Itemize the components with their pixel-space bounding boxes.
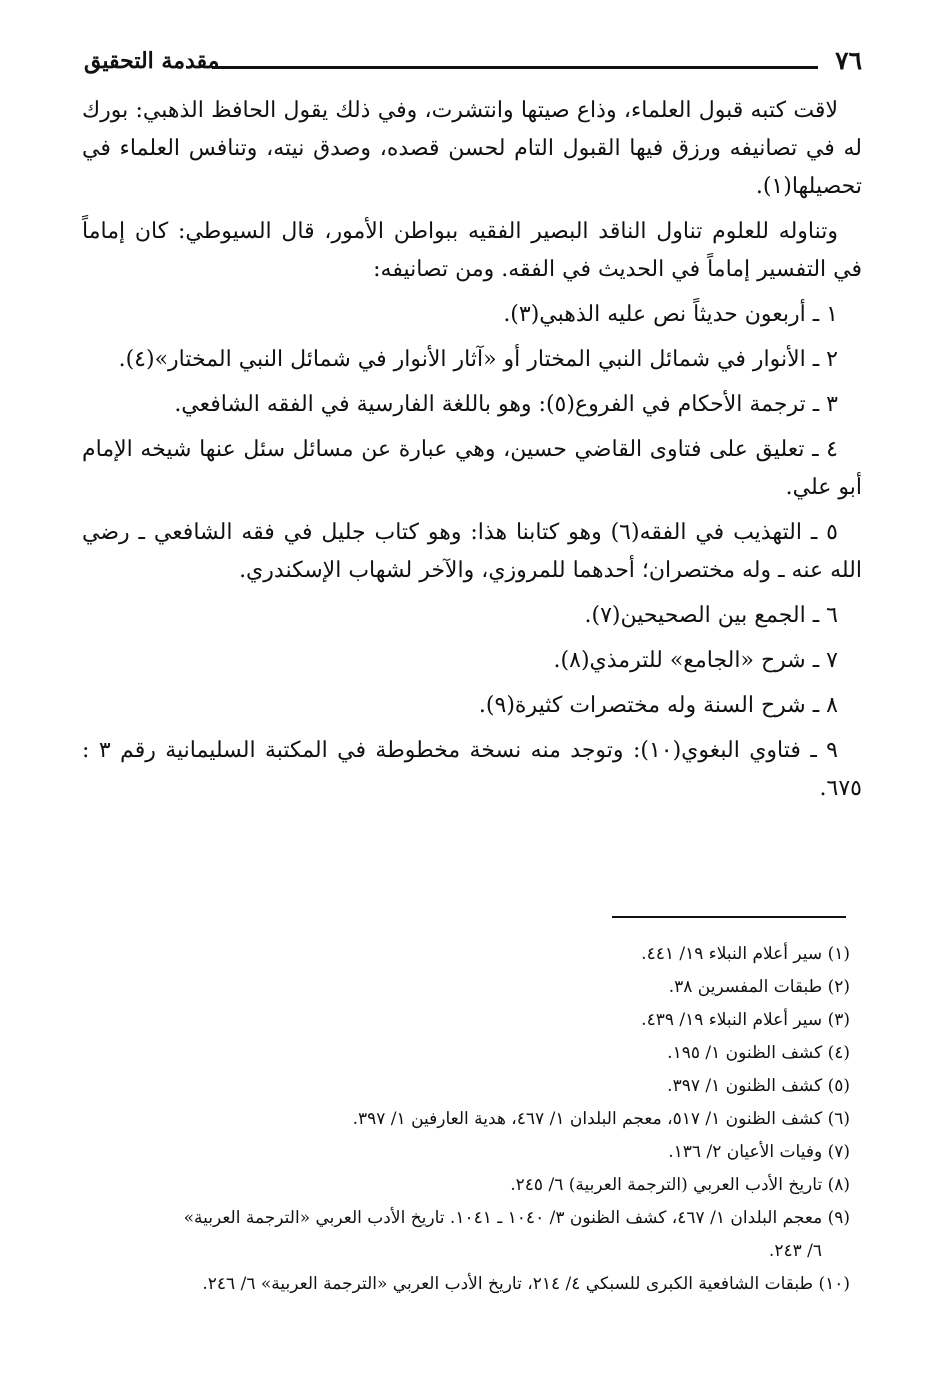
- header-rule: [212, 66, 818, 69]
- running-title: مقدمة التحقيق: [84, 48, 220, 74]
- list-item: ٩ ـ فتاوي البغوي(١٠): وتوجد منه نسخة مخطوطة في المكتبة السليمانية رقم ٣ : ٦٧٥.: [82, 738, 862, 801]
- footnote: (٦) كشف الظنون ١/ ٥١٧، معجم البلدان ١/ ٤٦٧، هدية العارفين ١/ ٣٩٧.: [352, 1109, 850, 1129]
- footnote: (٣) سير أعلام النبلاء ١٩/ ٤٣٩.: [641, 1010, 850, 1030]
- page-number: ٧٦: [835, 46, 862, 75]
- footnote: (٩) معجم البلدان ١/ ٤٦٧، كشف الظنون ٣/ ١٠٤٠ ـ ١٠٤١. تاريخ الأدب العربي «الترجمة العربية»: [183, 1208, 850, 1228]
- list-item: ٨ ـ شرح السنة وله مختصرات كثيرة(٩).: [478, 693, 838, 718]
- footnote: (١) سير أعلام النبلاء ١٩/ ٤٤١.: [641, 944, 850, 964]
- footnote-continuation: ٦/ ٢٤٣.: [768, 1241, 822, 1261]
- footnote: (٨) تاريخ الأدب العربي (الترجمة العربية) ٦/ ٢٤٥.: [510, 1175, 850, 1195]
- footnote: (١٠) طبقات الشافعية الكبرى للسبكي ٤/ ٢١٤، تاريخ الأدب العربي «الترجمة العربية» ٦/ ٢٤٦.: [202, 1274, 850, 1294]
- list-item: ٧ ـ شرح «الجامع» للترمذي(٨).: [553, 648, 838, 673]
- body-text: [82, 92, 862, 815]
- list-item: ٣ ـ ترجمة الأحكام في الفروع(٥): وهو باللغة الفارسية في الفقه الشافعي.: [174, 392, 838, 417]
- paragraph: لاقت كتبه قبول العلماء، وذاع صيتها وانتشرت، وفي ذلك يقول الحافظ الذهبي: بورك له في تصانيفه ورزق فيها القبول التام لحسن قصده، وصدق نيته، وتنافس العلماء في تحصيلها(١).: [82, 98, 862, 199]
- list-item: ١ ـ أربعون حديثاً نص عليه الذهبي(٣).: [503, 302, 838, 327]
- page-header: [84, 46, 862, 82]
- footnotes: [82, 938, 860, 1301]
- footnote: (٢) طبقات المفسرين ٣٨.: [668, 977, 850, 997]
- list-item: ٦ ـ الجمع بين الصحيحين(٧).: [584, 603, 838, 628]
- footnote: (٧) وفيات الأعيان ٢/ ١٣٦.: [668, 1142, 850, 1162]
- list-item: ٥ ـ التهذيب في الفقه(٦) وهو كتابنا هذا: وهو كتاب جليل في فقه الشافعي ـ رضي الله عنه ـ وله مختصران؛ أحدهما للمروزي، والآخر لشهاب الإسكندري.: [82, 520, 862, 583]
- footnote: (٥) كشف الظنون ١/ ٣٩٧.: [667, 1076, 850, 1096]
- paragraph: وتناوله للعلوم تناول الناقد البصير الفقيه ببواطن الأمور، قال السيوطي: كان إماماً في التفسير إماماً في الحديث في الفقه. ومن تصانيفه:: [82, 219, 862, 282]
- footnote: (٤) كشف الظنون ١/ ١٩٥.: [667, 1043, 850, 1063]
- list-item: ٤ ـ تعليق على فتاوى القاضي حسين، وهي عبارة عن مسائل سئل عنها شيخه الإمام أبو علي.: [82, 437, 862, 500]
- list-item: ٢ ـ الأنوار في شمائل النبي المختار أو «آثار الأنوار في شمائل النبي المختار»(٤).: [118, 347, 838, 372]
- footnote-separator: [612, 916, 846, 918]
